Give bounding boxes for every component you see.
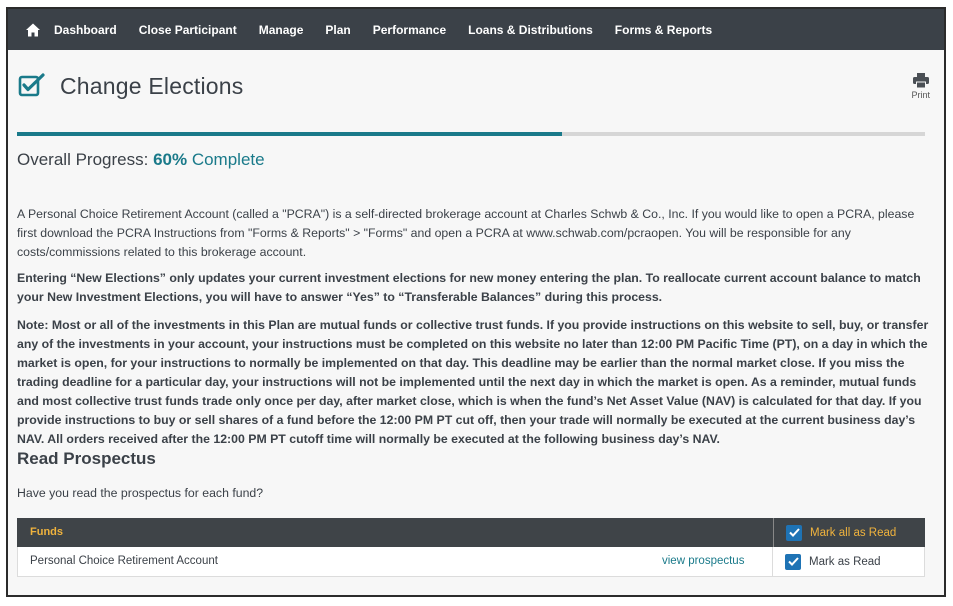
app-frame: [6, 7, 946, 597]
table-row: [17, 547, 925, 577]
nav-plan[interactable]: Plan: [325, 22, 351, 37]
checklist-edit-icon: [17, 71, 47, 101]
progress-complete: Complete: [191, 150, 265, 169]
table-header: [17, 518, 925, 547]
top-navigation: [8, 9, 944, 50]
progress-bar: [17, 132, 925, 136]
checkbox-checked-icon: [786, 525, 802, 541]
printer-icon: [913, 73, 929, 88]
print-button[interactable]: [911, 73, 930, 100]
home-icon[interactable]: [26, 23, 40, 37]
nav-close-participant[interactable]: Close Participant: [138, 22, 237, 37]
new-elections-notice: Entering “New Elections” only updates your current investment elections for new money entering the plan. To reallocate current account balance to match your New Investment Elections, you will have to answer “Yes” to “Transferable Balances” during this process.: [17, 271, 921, 304]
overall-progress: [17, 150, 265, 170]
page-header: [17, 71, 243, 101]
nav-dashboard[interactable]: Dashboard: [54, 22, 117, 37]
progress-bar-fill: [17, 132, 562, 136]
prospectus-question: Have you read the prospectus for each fund?: [17, 486, 264, 500]
nav-performance[interactable]: Performance: [372, 22, 447, 37]
mark-all-read-label: Mark all as Read: [810, 526, 897, 539]
nav-manage[interactable]: Manage: [258, 22, 304, 37]
funds-table: [17, 518, 925, 577]
view-prospectus-link[interactable]: view prospectus: [662, 555, 745, 567]
fund-name: Personal Choice Retirement Account: [30, 555, 218, 567]
checkbox-checked-icon: [785, 554, 801, 570]
nav-forms-reports[interactable]: Forms & Reports: [614, 22, 713, 37]
funds-column-header: Funds: [30, 526, 63, 538]
pcra-info-paragraph: A Personal Choice Retirement Account (called a "PCRA") is a self-directed brokerage account at Charles Schwb & Co., Inc. If you would like to open a PCRA, please first download the PCRA Instructions from "Forms & Reports" > "Forms" and open a PCRA at www.schwab.com/pcraopen. You will be responsible for any costs/commissions related to this brokerage account.: [17, 207, 915, 259]
progress-label: Overall Progress:: [17, 150, 149, 169]
mark-as-read-checkbox[interactable]: [772, 547, 924, 576]
page-title: Change Elections: [60, 72, 244, 99]
trading-deadline-note: Note: Most or all of the investments in this Plan are mutual funds or collective trust funds. If you provide instructions on this website to sell, buy, or transfer any of the investments in your account, your instructions must be completed on this website no later than 12:00 PM Pacific Time (PT), on a day in which the market is open, for your instructions to normally be implemented on that day. This deadline may be earlier than the normal market close. If you miss the trading deadline for a particular day, your instructions will not be implemented until the next day in which the market is open. As a reminder, mutual funds and most collective trust funds trade only once per day, after market close, which is when the fund’s Net Asset Value (NAV) is calculated for that day. If you provide instructions to buy or sell shares of a fund before the 12:00 PM PT cut off, then your trade will normally be executed at the current business day’s NAV. All orders received after the 12:00 PM PT cutoff time will normally be executed at the following business day’s NAV.: [17, 318, 929, 446]
nav-loans-distributions[interactable]: Loans & Distributions: [468, 22, 593, 37]
print-label: Print: [911, 90, 930, 100]
read-prospectus-heading: Read Prospectus: [17, 449, 156, 468]
progress-percent: 60%: [153, 150, 188, 169]
mark-as-read-label: Mark as Read: [809, 555, 881, 568]
mark-all-read-checkbox[interactable]: [773, 518, 925, 547]
